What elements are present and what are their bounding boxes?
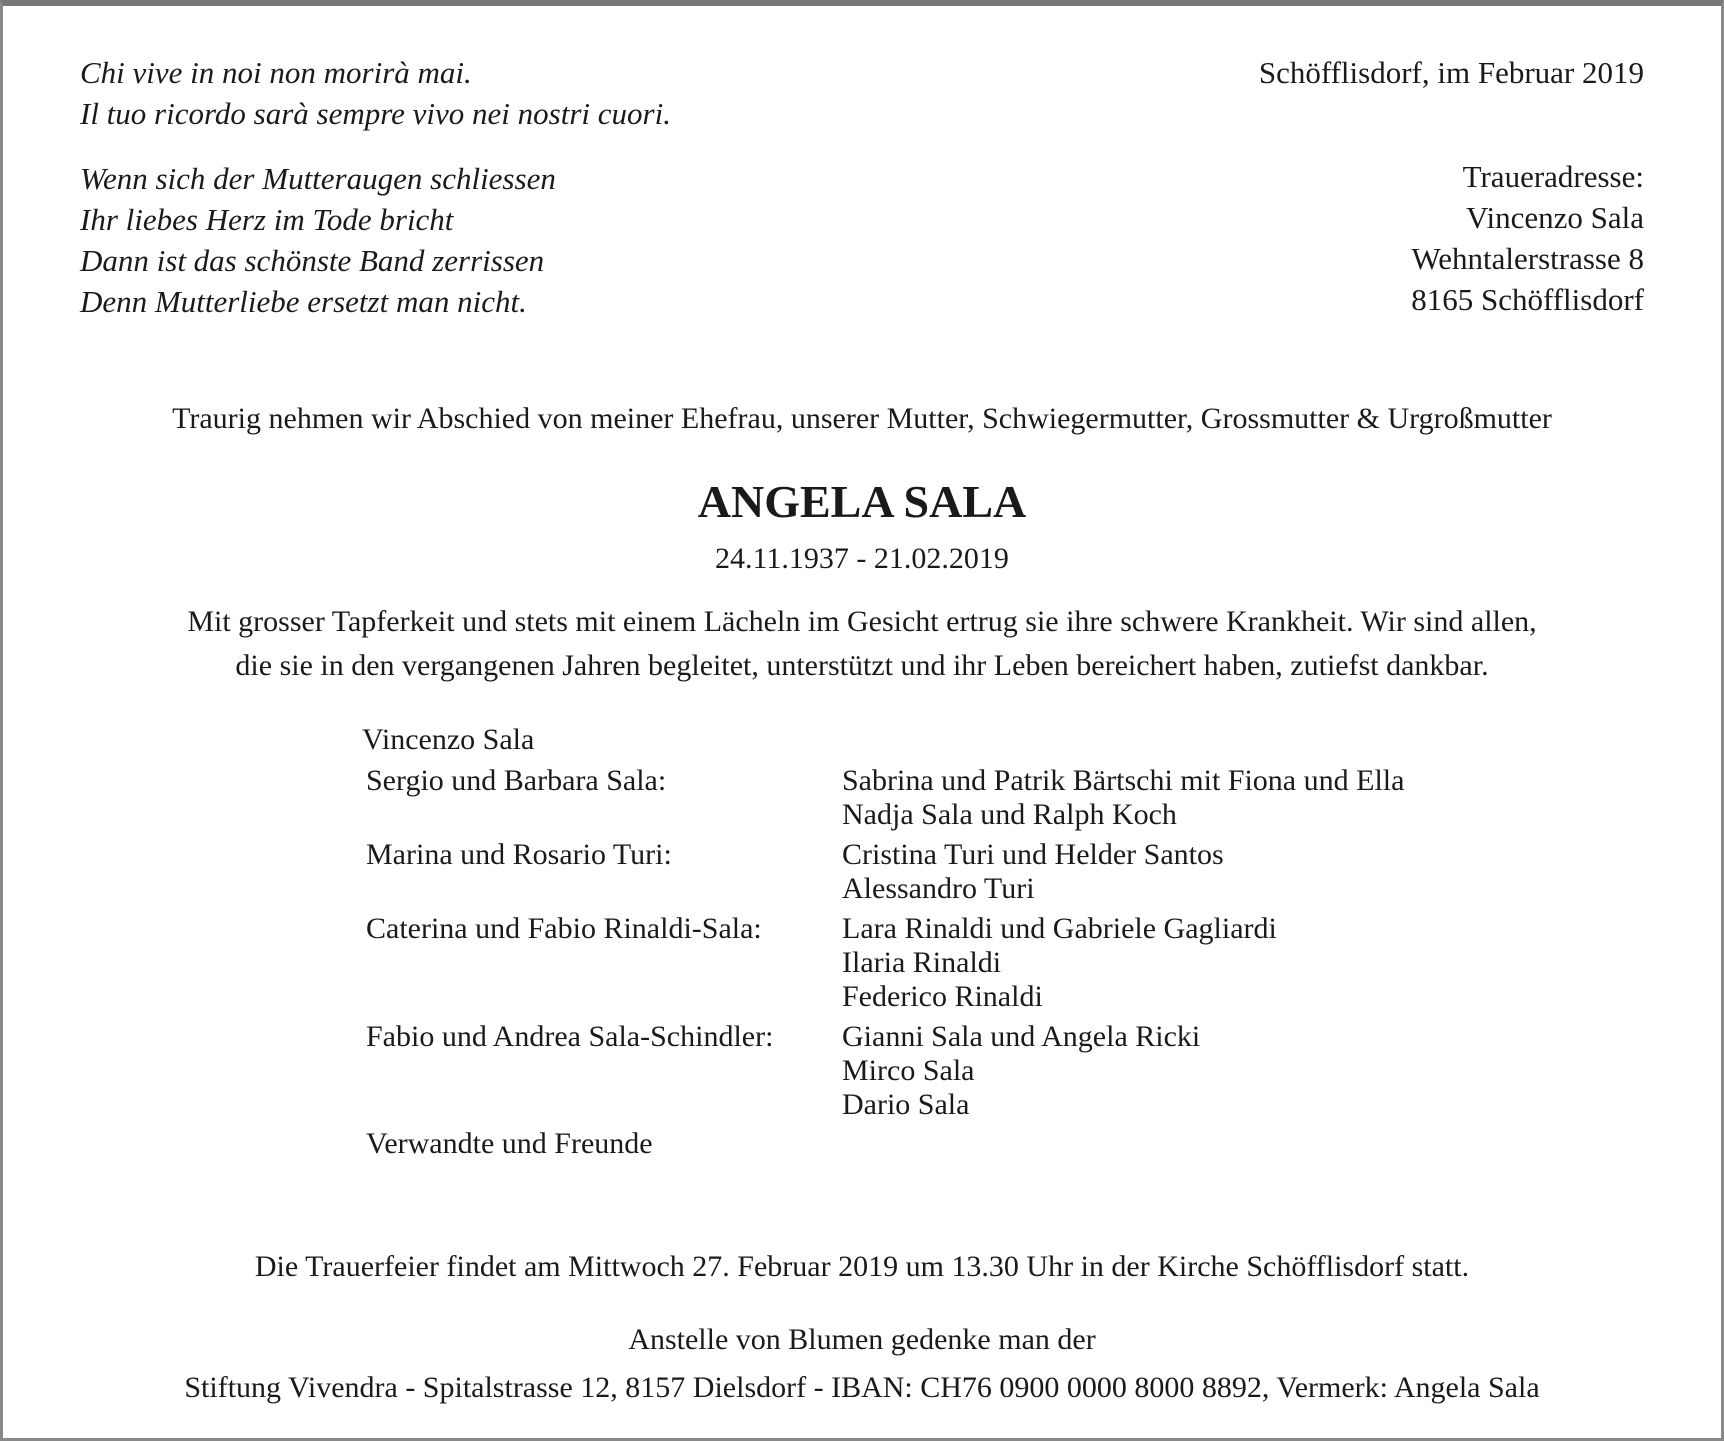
thanks-text	[0, 600, 1724, 688]
child-line: Ilaria Rinaldi	[842, 946, 1002, 979]
family-group	[362, 764, 1404, 832]
child-line: Federico Rinaldi	[842, 980, 1043, 1013]
poem-line: Wenn sich der Mutteraugen schliessen	[80, 161, 556, 196]
family-parents: Sergio und Barbara Sala:	[366, 764, 667, 797]
family-children	[842, 838, 1224, 906]
poem-line: Dann ist das schönste Band zerrissen	[80, 243, 545, 278]
child-line: Dario Sala	[842, 1088, 970, 1121]
donation-notice	[0, 1316, 1724, 1412]
child-line: Gianni Sala und Angela Ricki	[842, 1020, 1201, 1053]
child-line: Mirco Sala	[842, 1054, 975, 1087]
family-group	[362, 838, 1404, 906]
thanks-line: die sie in den vergangenen Jahren begleitet, unterstützt und ihr Leben bereichert haben, zutiefst dankbar.	[235, 649, 1489, 682]
address-label: Traueradresse:	[1462, 159, 1644, 194]
donation-line: Stiftung Vivendra - Spitalstrasse 12, 8157 Dielsdorf - IBAN: CH76 0900 0000 8000 8892, Vermerk: Angela Sala	[184, 1371, 1540, 1404]
mourning-address	[1411, 156, 1644, 320]
poem-italian	[80, 52, 671, 134]
family-tail: Verwandte und Freunde	[366, 1127, 653, 1160]
address-city: 8165 Schöfflisdorf	[1411, 282, 1644, 317]
child-line: Lara Rinaldi und Gabriele Gagliardi	[842, 912, 1277, 945]
child-line: Nadja Sala und Ralph Koch	[842, 798, 1177, 831]
family-children	[842, 764, 1404, 832]
intro-text: Traurig nehmen wir Abschied von meiner Ehefrau, unserer Mutter, Schwiegermutter, Grossmutter & Urgroßmutter	[172, 402, 1552, 435]
child-line: Alessandro Turi	[842, 872, 1035, 905]
life-dates: 24.11.1937 - 21.02.2019	[715, 542, 1009, 575]
address-name: Vincenzo Sala	[1465, 200, 1644, 235]
family-group	[362, 1020, 1404, 1122]
poem-line: Chi vive in noi non morirà mai.	[80, 55, 472, 90]
family-children	[842, 912, 1277, 1014]
family-head: Vincenzo Sala	[362, 723, 535, 756]
service-notice: Die Trauerfeier findet am Mittwoch 27. Februar 2019 um 13.30 Uhr in der Kirche Schöfflisdorf statt.	[254, 1250, 1470, 1283]
family-parents: Fabio und Andrea Sala-Schindler:	[366, 1020, 774, 1053]
family-children	[842, 1020, 1200, 1122]
poem-line: Il tuo ricordo sarà sempre vivo nei nostri cuori.	[80, 96, 671, 131]
poem-line: Denn Mutterliebe ersetzt man nicht.	[80, 284, 527, 319]
family-parents: Marina und Rosario Turi:	[366, 838, 672, 871]
poem-german	[80, 158, 556, 322]
place-date: Schöfflisdorf, im Februar 2019	[1258, 55, 1644, 90]
deceased-name: ANGELA SALA	[697, 476, 1027, 527]
family-parents: Caterina und Fabio Rinaldi-Sala:	[366, 912, 762, 945]
family-group	[362, 912, 1404, 1014]
address-street: Wehntalerstrasse 8	[1411, 241, 1644, 276]
donation-line: Anstelle von Blumen gedenke man der	[628, 1323, 1096, 1356]
thanks-line: Mit grosser Tapferkeit und stets mit einem Lächeln im Gesicht ertrug sie ihre schwere Krankheit. Wir sind allen,	[187, 605, 1537, 638]
family-list	[362, 720, 1404, 1164]
poem-line: Ihr liebes Herz im Tode bricht	[80, 202, 454, 237]
child-line: Sabrina und Patrik Bärtschi mit Fiona und Ella	[842, 764, 1405, 797]
child-line: Cristina Turi und Helder Santos	[842, 838, 1224, 871]
